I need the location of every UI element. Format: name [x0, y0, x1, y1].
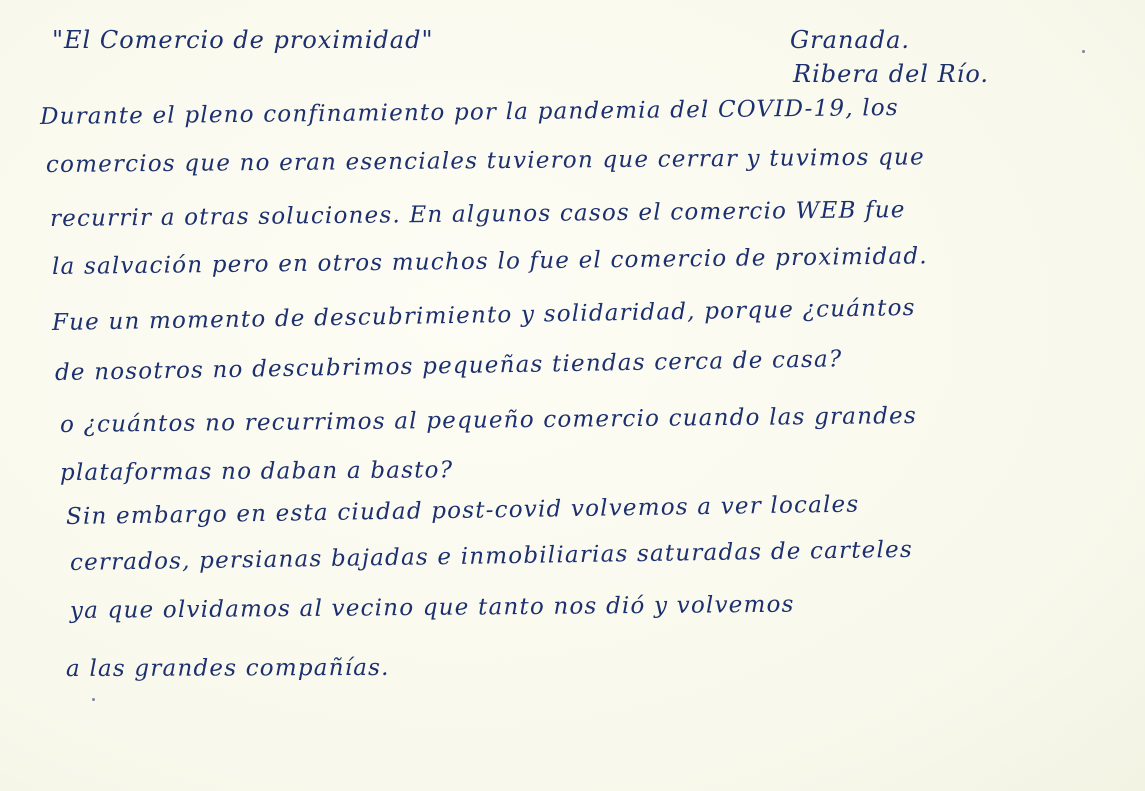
letter-title: "El Comercio de proximidad" — [52, 26, 434, 54]
body-line: Durante el pleno confinamiento por la pandemia del COVID-19, los — [39, 95, 900, 130]
body-line: plataformas no daban a basto? — [59, 457, 454, 486]
body-line: Fue un momento de descubrimiento y solidaridad, porque ¿cuántos — [51, 294, 916, 336]
body-line: recurrir a otras soluciones. En algunos casos el comercio WEB fue — [49, 197, 906, 232]
body-line: Sin embargo en esta ciudad post-covid volvemos a ver locales — [65, 491, 860, 530]
body-line: ya que olvidamos al vecino que tanto nos dió y volvemos — [69, 591, 795, 624]
ink-speck — [92, 698, 95, 701]
letter-neighborhood: Ribera del Río. — [793, 60, 989, 88]
body-line: o ¿cuántos no recurrimos al pequeño comercio cuando las grandes — [59, 403, 918, 438]
letter-city: Granada. — [790, 26, 911, 54]
ink-speck — [1082, 50, 1085, 53]
body-line: la salvación pero en otros muchos lo fue el comercio de proximidad. — [51, 243, 928, 280]
body-line: de nosotros no descubrimos pequeñas tiendas cerca de casa? — [54, 346, 843, 386]
body-line: cerrados, persianas bajadas e inmobiliarias saturadas de carteles — [69, 536, 914, 576]
body-line: comercios que no eran esenciales tuvieron que cerrar y tuvimos que — [45, 144, 925, 178]
body-line: a las grandes compañías. — [65, 654, 390, 682]
